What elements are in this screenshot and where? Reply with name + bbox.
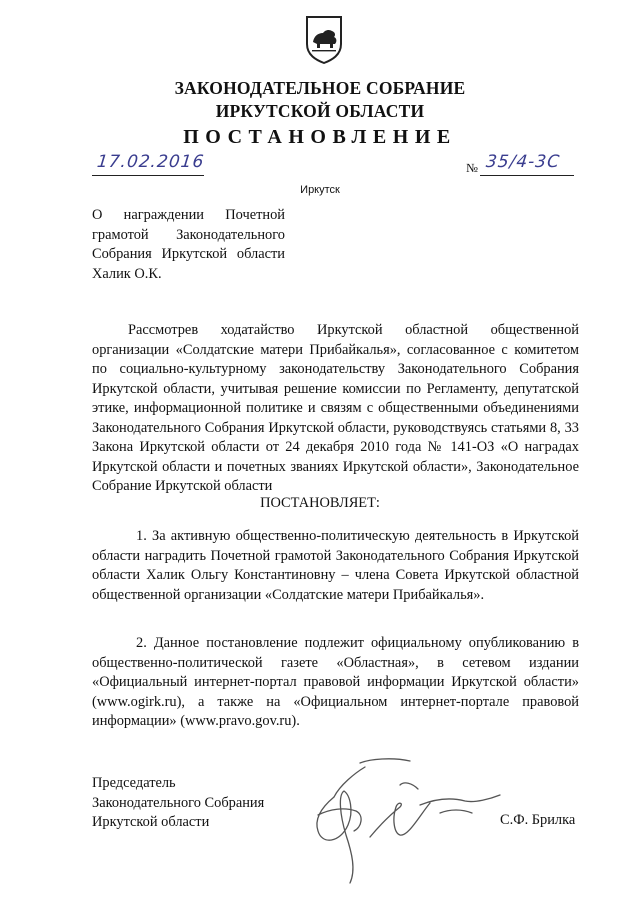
organization-name: ЗАКОНОДАТЕЛЬНОЕ СОБРАНИЕ xyxy=(174,78,466,98)
city-label: Иркутск xyxy=(300,184,340,196)
signer-title xyxy=(92,774,312,833)
organization-region: ИРКУТСКОЙ ОБЛАСТИ xyxy=(215,101,425,121)
subject-line: грамотой Законодательного xyxy=(92,226,285,243)
resolves-heading: ПОСТАНОВЛЯЕТ: xyxy=(260,495,380,511)
signer-title-line: Председатель xyxy=(92,775,176,791)
date-underline xyxy=(92,175,204,176)
handwritten-signature xyxy=(300,755,510,895)
number-underline xyxy=(480,175,574,176)
item-1-paragraph: 1. За активную общественно-политическую деятельность в Иркутской области наградить Почетной грамотой Законодательного Собрания Иркутской области Халик Ольгу Константиновну – члена Совета Иркутской областной общественной организации «Солдатские матери Прибайкалья». xyxy=(92,528,579,603)
signer-title-line: Иркутской области xyxy=(92,814,210,830)
document-date: 17.02.2016 xyxy=(95,152,206,172)
subject-line: Собрания Иркутской области xyxy=(92,246,285,262)
number-sign: № xyxy=(466,161,478,175)
signer-name: С.Ф. Брилка xyxy=(500,812,576,828)
document-number: 35/4-3С xyxy=(484,152,562,172)
subject-block xyxy=(92,206,285,284)
preamble-paragraph: Рассмотрев ходатайство Иркутской областной общественной организации «Солдатские матери Прибайкалья», согласованное с комитетом по социально-культурному законодательству Законодательного Собрания Иркутской области, учитывая решение комиссии по Регламенту, депутатской этике, информационной политике и связям с общественными объединениями Законодательного Собрания Иркутской области, руководствуясь статьями 8, 33 Закона Иркутской области от 24 декабря 2010 года № 141-ОЗ «О наградах Иркутской области и почетных званиях Иркутской области», Законодательное Собрание Иркутской области xyxy=(92,322,579,494)
subject-line: Халик О.К. xyxy=(92,265,162,282)
signer-title-line: Законодательного Собрания xyxy=(92,794,265,811)
irkutsk-coat-of-arms-icon xyxy=(304,14,344,64)
subject-line: О награждении Почетной xyxy=(92,207,285,223)
item-2-paragraph: 2. Данное постановление подлежит официальному опубликованию в общественно-политической газете «Областная», в сетевом издании «Официальный интернет-портал правовой информации Иркутской области» (www.ogirk.ru), а также на «Официальном интернет-портале правовой информации» (www.pravo.gov.ru). xyxy=(92,635,579,729)
document-type: ПОСТАНОВЛЕНИЕ xyxy=(183,126,457,148)
